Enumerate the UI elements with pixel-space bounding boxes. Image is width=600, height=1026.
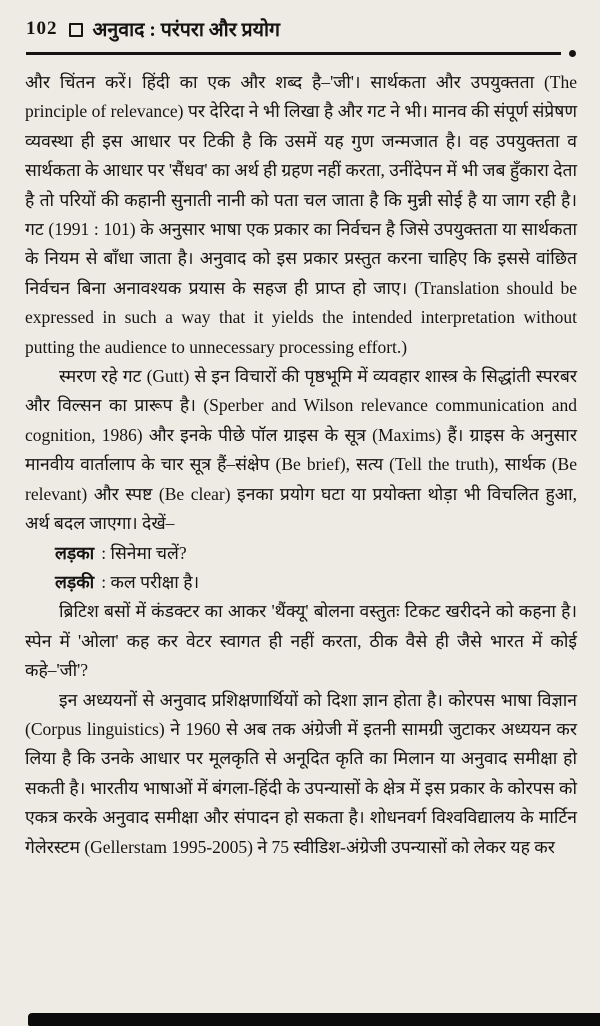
- dialogue-speaker: लड़का: [55, 542, 95, 563]
- page-body: [0, 57, 600, 862]
- divider-end-dot: [569, 50, 576, 57]
- page-header: [0, 0, 600, 42]
- dialogue-line: [55, 568, 577, 597]
- paragraph: स्मरण रहे गट (Gutt) से इन विचारों की पृष्ठभूमि में व्यवहार शास्त्र के सिद्धांती स्परबर और विल्सन का प्रारूप है। (Sperber and Wilson relevance communication and cognition, 1986) और इनके पीछे पॉल ग्राइस के सूत्र (Maxims) हैं। ग्राइस के अनुसार मानवीय वार्तालाप के चार सूत्र हैं–संक्षेप (Be brief), सत्य (Tell the truth), सार्थक (Be relevant) और स्पष्ट (Be clear) इनका प्रयोग घटा या प्रयोक्ता थोड़ा भी विचलित हुआ, अर्थ बदल जाएगा। देखें–: [25, 366, 577, 534]
- page-number: 102: [26, 17, 58, 39]
- dialogue-text: : सिनेमा चलें?: [101, 542, 187, 563]
- square-marker-icon: [69, 23, 83, 37]
- dialogue-text: : कल परीक्षा है।: [101, 571, 200, 592]
- paragraph: ब्रिटिश बसों में कंडक्टर का आकर 'थैंक्यू' बोलना वस्तुतः टिकट खरीदने को कहना है। स्पेन में 'ओला' कह कर वेटर स्वागत ही नहीं करता, ठीक वैसे ही जैसे भारत में कोई कहे–'जी'?: [25, 601, 577, 681]
- dialogue-line: [55, 539, 577, 568]
- header-divider: [26, 50, 576, 57]
- scan-edge-artifact: [28, 1013, 600, 1026]
- paragraph: इन अध्ययनों से अनुवाद प्रशिक्षणार्थियों को दिशा ज्ञान होता है। कोरपस भाषा विज्ञान (Corpus linguistics) ने 1960 से अब तक अंग्रेजी में इतनी सामग्री जुटाकर अध्ययन कर लिया है कि उनके आधार पर मूलकृति से अनूदित कृति का मिलान या अनुवाद समीक्षा हो सकती है। भारतीय भाषाओं में बंगला-हिंदी के उपन्यासों के क्षेत्र में इस प्रकार के कोरपस को एकत्र करके अनुवाद समीक्षा और संपादन हो सकता है। शोधनवर्ग विश्वविद्यालय के मार्टिन गेलेरस्टम (Gellerstam 1995-2005) ने 75 स्वीडिश-अंग्रेजी उपन्यासों को लेकर यह कर: [25, 689, 577, 857]
- dialogue-speaker: लड़की: [55, 571, 95, 592]
- running-title: अनुवाद : परंपरा और प्रयोग: [92, 20, 280, 41]
- divider-line: [26, 52, 561, 55]
- paragraph-continuation: और चिंतन करें। हिंदी का एक और शब्द है–'जी'। सार्थकता और उपयुक्तता (The principle of relevance) पर देरिदा ने भी लिखा है और गट ने भी। मानव की संपूर्ण संप्रेषण व्यवस्था ही इस आधार पर टिकी है कि उसमें यह गुण जन्मजात है। वह उपयुक्तता व सार्थकता के आधार पर 'सैंधव' का अर्थ ही ग्रहण नहीं करता, उनींदेपन में भी जब हुँकारा देता है तो परियों की कहानी सुनाती नानी को पता चल जाता है कि मुन्नी सोई है या जाग रही है। गट (1991 : 101) के अनुसार भाषा एक प्रकार का निर्वचन है जिसे उपयुक्तता या सार्थकता के नियम से बाँधा जाता है। अनुवाद को इस प्रकार प्रस्तुत करना चाहिए कि इससे वांछित निर्वचन बिना अनावश्यक प्रयास के सहज ही प्राप्त हो जाए। (Translation should be expressed in such a way that it yields the intended interpretation without putting the audience to unnecessary processing effort.): [25, 72, 577, 357]
